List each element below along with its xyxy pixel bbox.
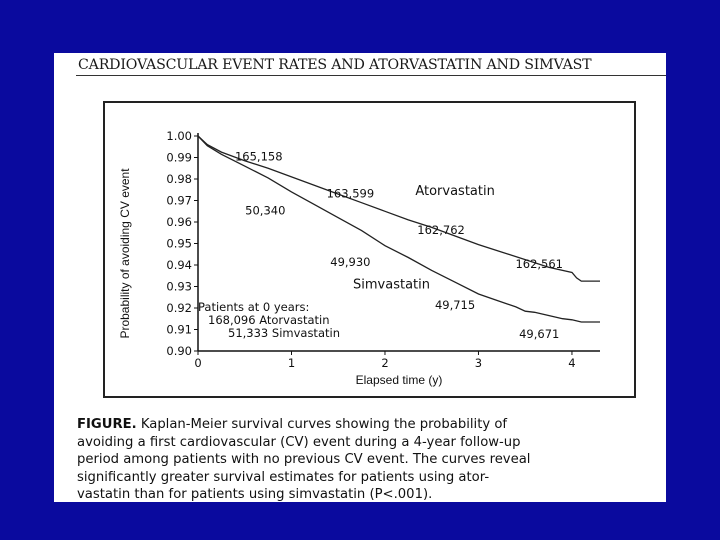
- page-header-title: CARDIOVASCULAR EVENT RATES AND ATORVASTATIN AND SIMVAST: [78, 57, 592, 73]
- count-annotation: 163,599: [326, 186, 375, 201]
- x-tick-label: 0: [194, 356, 202, 370]
- count-annotation: 49,715: [434, 298, 476, 313]
- count-annotation: 50,340: [245, 203, 286, 218]
- x-tick-label: 3: [474, 356, 483, 370]
- series-label-atorvastatin: Atorvastatin: [415, 184, 495, 200]
- count-annotation: 162,762: [417, 222, 465, 237]
- header-divider: [76, 75, 666, 76]
- figure-frame: [103, 101, 636, 398]
- x-tick-label: 1: [287, 356, 296, 370]
- y-tick-label: 0.94: [166, 258, 192, 272]
- figure-caption: [77, 416, 647, 502]
- patients-note-simvastatin: 51,333 Simvastatin: [228, 326, 340, 341]
- y-tick-label: 0.91: [166, 322, 192, 337]
- caption-body: Kaplan-Meier survival curves showing the probability of avoiding a first cardiovascular (CV) event during a 4-year follow-up period among patients with no previous CV event. The curves reveal significantly greater survival estimates for patients using ator- vastatin than for patients using simvastatin (P<.001).: [77, 417, 531, 502]
- count-annotation: 162,561: [515, 257, 564, 272]
- y-tick-label: 0.99: [166, 150, 192, 165]
- x-tick-label: 2: [381, 356, 389, 370]
- count-annotation: 49,930: [330, 255, 371, 270]
- kaplan-meier-chart: [105, 103, 634, 396]
- slide-page: [54, 53, 666, 502]
- y-tick-label: 0.93: [166, 279, 192, 294]
- y-tick-label: 0.95: [166, 236, 192, 251]
- x-axis-title: Elapsed time (y): [355, 373, 443, 387]
- y-tick-label: 0.97: [166, 193, 192, 208]
- series-line-simvastatin: [198, 136, 600, 322]
- y-tick-label: 0.96: [166, 215, 192, 229]
- y-tick-label: 0.92: [166, 301, 192, 315]
- y-tick-label: 1.00: [166, 129, 192, 143]
- series-label-simvastatin: Simvastatin: [353, 277, 431, 293]
- patients-note-title: Patients at 0 years:: [198, 300, 310, 315]
- y-axis-title: Probability of avoiding CV event: [118, 168, 132, 339]
- patients-note-atorvastatin: 168,096 Atorvastatin: [208, 313, 330, 328]
- caption-lead: FIGURE.: [77, 417, 137, 432]
- count-annotation: 165,158: [234, 149, 283, 164]
- x-tick-label: 4: [568, 356, 576, 370]
- y-tick-label: 0.98: [166, 172, 192, 186]
- y-tick-label: 0.90: [166, 344, 192, 358]
- count-annotation: 49,671: [519, 327, 560, 342]
